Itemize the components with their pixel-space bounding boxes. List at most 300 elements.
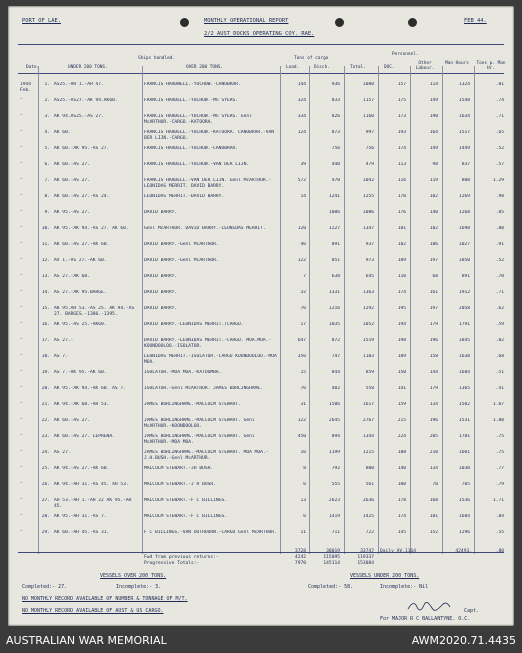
cell-load: 16 [300,450,306,455]
cell-no: 15. [41,306,50,311]
col-over-200: OVER 200 TONS. [186,65,224,70]
cell-disch: 470 [331,178,340,183]
cell-over: LEONIDAS MERRIT.-DAVID BARRY. [144,194,225,199]
fwd-total: 119337 [357,555,374,560]
cell-disch: 1241 [328,194,340,199]
cell-doc: 178 [397,498,406,503]
cell-over: JAMES BURLINGHAME.-MALCOLM STEWART. Genl McARTHUR.-KOONDOOLOO. [144,418,255,429]
cell-under: AK 95.-AS 25.-AK60. [54,322,107,327]
cell-hours: 1268 [458,210,470,215]
cell-doc: 110 [397,274,406,279]
cell-date: " [20,290,23,295]
cell-date: " [20,434,23,439]
prog-load: 7970 [294,561,306,566]
cell-doc: 173 [397,114,406,119]
cell-under: AK 95.AH 53.-AS 25. AK 94.-AS 27. BARGES.-1386.-1395. [54,306,135,317]
month-disch-total: 30019 [326,549,340,554]
cell-doc: 188 [397,450,406,455]
cell-disch: 747 [331,354,340,359]
cell-other: 186 [429,242,438,247]
col-ships-handled: Ships handled. [138,56,176,61]
cell-other: 181 [429,514,438,519]
cell-no: 25. [41,466,50,471]
note-cargo: NO MONTHLY RECORD AVAILABLE OF AUST & US CARGO. [22,608,164,614]
cell-no: 1. [44,82,50,87]
completed-over: Completed:- 27. [22,584,68,590]
prog-disch: 145114 [323,561,340,566]
col-disch: Disch. [314,65,330,70]
man-hours-total: 42493. [455,549,472,554]
cell-total: 1425 [362,514,374,519]
cell-disch: 873 [331,130,340,135]
cell-over: DAVID BARRY. [144,290,178,295]
cell-other: 179 [429,322,438,327]
cell-hours: 1684 [458,370,470,375]
port-heading: PORT OF LAE. [22,18,61,24]
cell-under: AV 1.-AS 27.-AK 60. [54,258,107,263]
cell-disch: 872 [331,338,340,343]
signature [406,600,452,612]
cell-load: 15 [300,370,306,375]
cell-load: 76 [300,306,306,311]
cell-tpmh: .79 [495,482,504,487]
punch-hole [180,18,189,27]
col-doc: DOC. [384,65,395,70]
cell-no: 26. [41,482,50,487]
cell-over: FRANCIS HARDELL.-YOCHOW.-Mn SYERS. Genl McARTHUR.-CARGO.-KATOORA. [144,114,252,125]
cell-under: AK 60.-AS 27. [54,162,90,167]
cell-tpmh: .62 [495,306,504,311]
cell-over: FRANCIS HARDELL.-YOCHOW.-CANOBRAR. [144,146,239,151]
cell-date: " [20,514,23,519]
cell-disch: 1586 [328,402,340,407]
cell-total: 1519 [362,338,374,343]
cell-over: DAVID BARRY.-LEONIDAS MERRIT.-CARGO. MOA.MOA.-KOONDOOLOO.-ISOLATOR. [144,338,272,349]
cell-total: 1042 [362,178,374,183]
header-rule [18,44,504,45]
cell-no: 10. [41,226,50,231]
cell-date: " [20,482,23,487]
column-header-rule [18,73,504,74]
col-under-200: UNDER 200 TONS. [68,65,108,70]
cell-other: 168 [429,498,438,503]
cell-under: AK 94.-AS 27.-AK 60. [54,466,110,471]
cell-disch: 1035 [328,322,340,327]
cell-no: 28. [41,514,50,519]
cell-hours: 705 [461,482,470,487]
cell-no: 22. [41,418,50,423]
cell-other: 119 [429,178,438,183]
cell-date: " [20,226,23,231]
cell-disch: 2623 [328,498,340,503]
cell-doc: 141 [397,386,406,391]
cell-doc: 116 [397,178,406,183]
cell-no: 12. [41,258,50,263]
cell-disch: 1086 [328,210,340,215]
cell-hours: 808 [461,178,470,183]
cell-other: 179 [429,386,438,391]
cell-over: DAVID BARRY.-LEONIDAS MERRIT.)CARGO. [144,322,244,327]
cell-load: 13 [300,498,306,503]
cell-load: 6 [303,514,306,519]
col-tons-per-man-hr: Tons p. Man Hr. [476,61,506,71]
cell-no: 5. [44,146,50,151]
cell-doc: 150 [397,370,406,375]
cell-load: 122 [297,258,306,263]
cell-disch: 756 [331,146,340,151]
cell-date: " [20,98,23,103]
cell-tpmh: .59 [495,322,504,327]
cell-hours: 1502 [458,402,470,407]
cell-total: 1292 [362,306,374,311]
cell-total: 800 [365,466,374,471]
cell-load: 144 [297,82,306,87]
cell-under: AK 60.-AS 27.-AK 60. [54,242,110,247]
cell-doc: 140 [397,466,406,471]
cell-load: 32 [300,290,306,295]
cell-date: " [20,242,23,247]
cell-total: 1617 [362,402,374,407]
cell-load: 14 [300,194,306,199]
cell-hours: 1548 [458,98,470,103]
cell-doc: 193 [397,130,406,135]
cell-disch: 711 [331,530,340,535]
capt-label: Capt. [464,608,480,614]
col-other-labour: Other Labour. [415,61,435,71]
cell-total: 2636 [362,498,374,503]
cell-total: 1160 [362,114,374,119]
cell-tpmh: .98 [495,194,504,199]
cell-under: AK 60.-AS 27. [54,418,90,423]
cell-under: AK 95.-AK 94.-AK 60. AS 7. [54,386,126,391]
cell-hours: 1449 [458,146,470,151]
cell-doc: 170 [397,194,406,199]
cell-under: AK 60.-AK 95.-AS 27. [54,146,110,151]
cell-under: AS 7.-AK 95.-AK 60. [54,370,107,375]
cell-over: DAVID BARRY. [144,210,178,215]
cell-other: 161 [429,290,438,295]
cell-no: 29. [41,530,50,535]
cell-doc: 174 [397,146,406,151]
cell-hours: 1638 [458,354,470,359]
cell-doc: 113 [397,162,406,167]
cell-date: " [20,306,23,311]
cell-disch: 851 [331,258,340,263]
cell-disch: 482 [331,386,340,391]
cell-other: 196 [429,338,438,343]
cell-load: 39 [300,162,306,167]
cell-over: DAVID BARRY. [144,306,178,311]
cell-tpmh: .55 [495,530,504,535]
cell-hours: 1850 [458,258,470,263]
cell-doc: 100 [397,482,406,487]
cell-tpmh: 1.71 [492,498,504,503]
cell-doc: 182 [397,242,406,247]
cell-tpmh: .75 [495,450,504,455]
cell-under: AS 27.-AK 95.BARGE. [54,290,107,295]
cell-total: 1347 [362,226,374,231]
cell-hours: 1912 [458,290,470,295]
cell-tpmh: 1.07 [492,402,504,407]
cell-over: JAMES BURLINGHAME.-MALCOLM STEWART. [144,402,241,407]
cell-over: DAVID BARRY.-Genl McARTHUR. [144,242,219,247]
cell-over: MALCOLM STEWART.-F C BILLINGS. [144,514,227,519]
cell-doc: 145 [397,530,406,535]
cell-hours: 1030 [458,466,470,471]
cell-other: 205 [429,434,438,439]
cell-tpmh: .80 [495,226,504,231]
col-tons-cargo: Tons of cargo [294,56,329,61]
cell-under: AS 7. [54,354,68,359]
cell-hours: 1296 [458,530,470,535]
cell-tpmh: .74 [495,98,504,103]
cell-tpmh: .71 [495,114,504,119]
cell-date: " [20,274,23,279]
cell-date: " [20,338,23,343]
cell-load: 31 [300,402,306,407]
cell-hours: 1684 [458,514,470,519]
cell-hours: 1845 [458,338,470,343]
cell-doc: 215 [397,418,406,423]
cell-no: 7. [44,178,50,183]
cell-date: " [20,450,23,455]
cell-other: 158 [429,354,438,359]
cell-under: AK 60. [54,130,71,135]
completed-under: Completed:- 58. [308,584,354,590]
cell-load: 572 [297,178,306,183]
cell-doc: 181 [397,226,406,231]
unit-heading: 2/2 AUST DOCKS OPERATING COY. RAE. [204,31,315,37]
cell-load: 450 [297,434,306,439]
cell-other: 70 [432,482,438,487]
cell-total: 1080 [362,82,374,87]
cell-under: AK 60.-AS 27.-AS 24. [54,194,110,199]
cell-tpmh: .52 [495,258,504,263]
cell-over: MALCOLM STEWART.-F C BILLINGS. [144,498,227,503]
report-title: MONTHLY OPERATIONAL REPORT [204,18,289,24]
cell-other: 149 [429,98,438,103]
cell-total: 722 [365,530,374,535]
cell-date: " [20,354,23,359]
cell-other: 197 [429,258,438,263]
cell-no: 4. [44,130,50,135]
cell-date: " [20,322,23,327]
cell-disch: 1227 [328,226,340,231]
cell-doc: 195 [397,306,406,311]
cell-no: 24. [41,450,50,455]
cell-doc: 174 [397,290,406,295]
cell-disch: 2645 [328,418,340,423]
cell-other: 152 [429,530,438,535]
cell-tpmh: .70 [495,274,504,279]
cell-load: 120 [297,226,306,231]
cell-date: 1944 Feb. [20,82,32,93]
cell-load: 124 [297,130,306,135]
cell-other: 144 [429,370,438,375]
cell-hours: 1634 [458,114,470,119]
col-personnel: Personnel. [392,52,419,57]
document-page [8,6,514,626]
cell-doc: 224 [397,434,406,439]
cell-doc: 189 [397,354,406,359]
cell-hours: 2058 [458,306,470,311]
cell-under: AS25.-AS27.-AK 94.AK60. [54,98,118,103]
cell-no: 13. [41,274,50,279]
cell-other: 134 [429,402,438,407]
cell-no: 2. [44,98,50,103]
cell-total: 937 [365,242,374,247]
vessels-under-heading: VESSELS UNDER 200 TONS. [350,573,420,579]
cell-doc: 194 [397,322,406,327]
cell-hours: 837 [461,162,470,167]
cell-over: FRANCIS HARDELL.-YOCHOW.-Mn SYERS. [144,98,239,103]
cell-total: 1344 [362,434,374,439]
cell-total: 859 [365,370,374,375]
cell-hours: 1536 [458,498,470,503]
cell-date: " [20,370,23,375]
cell-under: AS25.-AH 1.-AH 47. [54,82,104,87]
cell-tpmh: .77 [495,466,504,471]
cell-over: Genl McARTHUR. DAVID BARRY.-LEONIDAS MERRIT. [144,226,266,231]
col-man-hours: Man Hours [445,61,469,66]
cell-no: 20. [41,386,50,391]
col-date: Date. [26,65,40,70]
cell-no: 18. [41,354,50,359]
cell-no: 27. [41,498,50,503]
cell-load: 324 [297,98,306,103]
cell-hours: 1698 [458,226,470,231]
cell-doc: 198 [397,338,406,343]
cell-no: 23. [41,434,50,439]
cell-disch: 936 [331,82,340,87]
cell-total: 1157 [362,98,374,103]
cell-hours: 1269 [458,194,470,199]
month-total: 33747 [360,549,374,554]
cell-no: 3. [44,114,50,119]
archive-name: AUSTRALIAN WAR MEMORIAL [6,634,167,647]
cell-no: 9. [44,210,50,215]
cell-over: MALCOLM STEWART.-JH BUSH. [144,466,214,471]
note-mt: NO MONTHLY RECORD AVAILABLE OF NUMBER & TONNAGE OF M/T. [22,596,188,602]
incomplete-under: Incomplete:- Nil [380,584,429,590]
cell-tpmh: .85 [495,210,504,215]
cell-date: " [20,178,23,183]
cell-under: AK 94.AS25.-AS 27. [54,114,104,119]
cell-disch: 1331 [328,290,340,295]
cell-total: 1363 [362,290,374,295]
cell-disch: 440 [331,162,340,167]
cell-no: 6. [44,162,50,167]
cell-hours: 1324 [458,82,470,87]
cell-under: AS 27.-AK 60. [54,274,90,279]
cell-no: 14. [41,290,50,295]
cell-hours: 1027 [458,242,470,247]
cell-other: 98 [432,162,438,167]
cell-total: 997 [365,130,374,135]
cell-load: 8 [303,466,306,471]
cell-total: 561 [365,482,374,487]
cell-date: " [20,114,23,119]
cell-tpmh: .51 [495,370,504,375]
cell-total: 479 [365,162,374,167]
cell-load: 6 [303,482,306,487]
cell-doc: 176 [397,210,406,215]
month-load-total: 3728 [294,549,306,554]
cell-no: 8. [44,194,50,199]
cell-other: 134 [429,466,438,471]
cell-doc: 174 [397,514,406,519]
cell-total: 1086 [362,210,374,215]
cell-other: 196 [429,418,438,423]
month-heading: FEB 44. [464,18,487,24]
cell-hours: 1601 [458,450,470,455]
cell-total: 1215 [362,450,374,455]
cell-tpmh: .52 [495,146,504,151]
cell-total: 1255 [362,194,374,199]
cell-load: 76 [300,386,306,391]
cell-other: 68 [432,274,438,279]
cell-hours: 1365 [458,386,470,391]
cell-under: AK 94.-AK 60.-AH 53. [54,402,110,407]
cell-no: 16. [41,322,50,327]
cell-date: " [20,162,23,167]
cell-under: AK 95.-AK 94.-AS 27. AK 60. [54,226,129,231]
col-total: Total. [350,65,366,70]
cell-total: 973 [365,258,374,263]
cell-date: " [20,386,23,391]
cell-total: 645 [365,274,374,279]
cell-disch: 638 [331,274,340,279]
cell-load: 11 [300,530,306,535]
cell-no: 19. [41,370,50,375]
cell-other: 190 [429,114,438,119]
cell-tpmh: 1.80 [492,418,504,423]
cell-other: 102 [429,194,438,199]
cell-tpmh: .91 [495,242,504,247]
cell-total: 756 [365,146,374,151]
cell-other: 197 [429,306,438,311]
cell-load: 356 [297,354,306,359]
cell-over: FRANCIS HARDELL.-YOCHOW.-VAN DER LIJN. [144,162,250,167]
for-major: For MAJOR R C BALLANTYNE. O.C. [380,616,471,622]
cell-under: AK 60.-AS 27. LEPRENA. [54,434,115,439]
cell-date: " [20,466,23,471]
cell-disch: 894 [331,434,340,439]
cell-over: JAMES BURLINGHAME.-MALCOLM STEWART. Genl McARTHUR.-MOA MOA. [144,434,255,445]
cell-over: MALCOLM STEWART.-J H BUSH. [144,482,216,487]
cell-over: F C BILLINGS.-VAN OUTHOORN.-CARGO Genl McARTHUR. [144,530,277,535]
cell-under: AS 27.- [54,338,74,343]
table-row [8,530,514,548]
prog-total: 153084 [357,561,374,566]
cell-hours: 1531 [458,418,470,423]
cell-hours: 1781 [458,434,470,439]
vessels-over-heading: VESSELS OVER 200 TONS. [100,573,167,579]
cell-other: 164 [429,130,438,135]
cell-tpmh: 1.29 [492,178,504,183]
cell-no: 17. [41,338,50,343]
cell-tpmh: .84 [495,514,504,519]
incomplete-over: Incomplete:- 3. [116,584,162,590]
cell-under: AK 60.-AS 27. [54,178,90,183]
punch-hole [335,18,344,27]
cell-date: " [20,210,23,215]
cell-load: 122 [297,418,306,423]
cell-disch: 891 [331,242,340,247]
cell-total: 558 [365,386,374,391]
archive-caption-bar [0,630,522,653]
punch-hole [408,18,417,27]
